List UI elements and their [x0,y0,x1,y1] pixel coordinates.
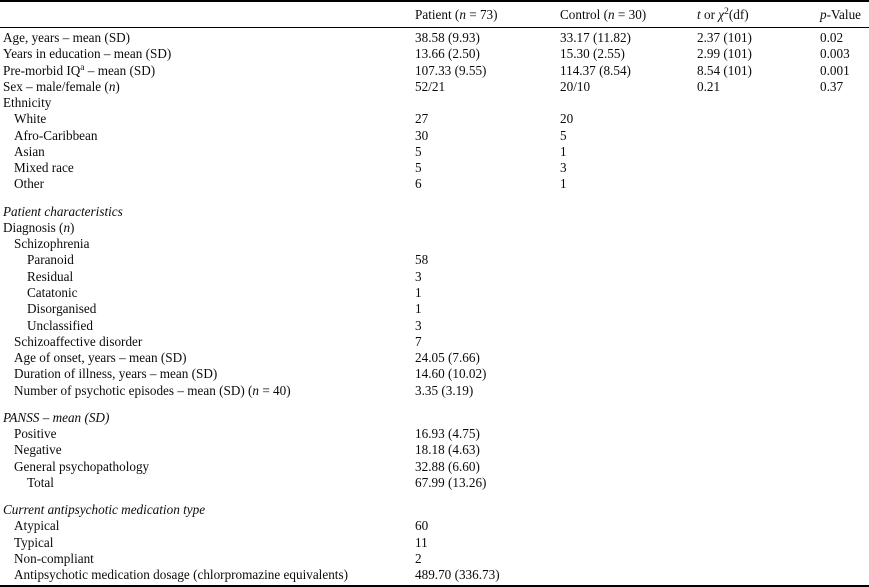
row-label [0,518,415,534]
p-cell [820,551,869,567]
patient-cell: 1 [415,301,422,317]
p-cell [820,475,869,491]
spacer-row [0,399,869,410]
p-cell [820,426,869,442]
patient-cell: 2 [415,550,422,566]
table-row [0,128,869,144]
row-label [0,95,415,111]
control-cell: 5 [560,127,567,143]
text-segment: PANSS – mean (SD) [3,409,110,425]
stat-cell [697,442,820,458]
table-row [0,475,869,491]
patient-cell: 489.70 (336.73) [415,567,500,583]
row-label [0,160,415,176]
text-segment: Typical [14,534,54,550]
patient-cell [415,236,560,252]
patient-cell: 6 [415,176,422,192]
control-cell: 20 [560,111,574,127]
superscript-text: 2 [724,7,729,17]
row-label [0,334,415,350]
text-segment: Afro-Caribbean [14,127,98,143]
patient-cell: 60 [415,518,429,534]
row-label [0,383,415,399]
table-row [0,366,869,382]
superscript-text: a [80,63,85,74]
text-segment: n [459,6,466,22]
row-label [0,350,415,366]
stat-cell [697,383,820,399]
control-cell [560,350,697,366]
text-segment: = 30) [614,6,647,22]
row-label [0,46,415,62]
patient-cell: 16.93 (4.75) [415,426,480,442]
text-segment: Non-compliant [14,550,94,566]
patient-cell: 107.33 (9.55) [415,62,487,78]
patient-cell [415,502,560,518]
table-row [0,176,869,192]
p-cell [820,128,869,144]
stat-cell [697,567,820,583]
table-row [0,46,869,62]
stat-cell [697,301,820,317]
stat-cell [697,252,820,268]
text-segment: Schizoaffective disorder [14,333,143,349]
p-cell: 0.001 [820,62,850,78]
control-cell [560,334,697,350]
p-cell: 0.003 [820,46,850,62]
text-segment: n [63,219,71,235]
patient-cell: 30 [415,127,429,143]
spacer-row [0,491,869,502]
row-label [0,475,415,491]
control-cell [560,502,697,518]
stat-cell [697,518,820,534]
table-body [0,28,869,584]
text-segment: n [108,78,116,94]
row-label [0,535,415,551]
text-segment: Diagnosis ( [3,219,64,235]
row-label [0,301,415,317]
stat-cell: 0.21 [697,78,721,94]
control-cell [560,518,697,534]
control-cell: 3 [560,160,567,176]
text-segment: Pre-morbid IQ [3,62,81,78]
p-cell [820,236,869,252]
row-label [0,111,415,127]
row-label [0,410,415,426]
patient-cell: 18.18 (4.63) [415,442,480,458]
stat-cell: 2.99 (101) [697,46,752,62]
row-label [0,459,415,475]
column-header-control [560,7,697,23]
p-cell [820,366,869,382]
patient-cell: 5 [415,143,422,159]
text-segment: Years in education – mean (SD) [3,46,172,62]
text-segment: = 73) [465,6,498,22]
stat-cell [697,204,820,220]
text-segment: General psychopathology [14,458,150,474]
table-row [0,285,869,301]
patient-cell: 3 [415,317,422,333]
control-cell [560,95,697,111]
text-segment: Mixed race [14,160,74,176]
patient-cell: 67.99 (13.26) [415,474,487,490]
control-cell: 1 [560,143,567,159]
stat-cell [697,426,820,442]
patient-cell: 1 [415,284,422,300]
stat-cell [697,535,820,551]
p-cell [820,350,869,366]
text-segment: Other [14,176,45,192]
row-label [0,285,415,301]
row-label [0,79,415,95]
p-cell [820,567,869,583]
stat-cell [697,144,820,160]
control-cell [560,442,697,458]
row-label [0,204,415,220]
row-label [0,30,415,46]
table-header-row [0,2,869,28]
text-segment: n [252,382,260,398]
table-row [0,518,869,534]
spacer-row [0,193,869,204]
patient-cell [415,95,560,111]
row-label [0,269,415,285]
table-row [0,350,869,366]
control-cell [560,475,697,491]
p-cell [820,318,869,334]
table-row [0,111,869,127]
text-segment: or [700,6,719,22]
p-cell [820,535,869,551]
p-cell: 0.02 [820,30,844,45]
stat-cell [697,128,820,144]
patient-cell: 24.05 (7.66) [415,350,480,366]
stat-cell [697,366,820,382]
p-cell [820,204,869,220]
stat-cell [697,502,820,518]
stat-cell [697,318,820,334]
text-segment: Number of psychotic episodes – mean (SD) ( [14,382,253,398]
stat-cell [697,285,820,301]
patient-cell: 13.66 (2.50) [415,46,480,62]
control-cell [560,410,697,426]
control-cell: 33.17 (11.82) [560,30,631,45]
stat-cell [697,220,820,236]
text-segment: Disorganised [27,301,97,317]
table-row [0,535,869,551]
table-row [0,269,869,285]
table-row [0,410,869,426]
table-row [0,252,869,268]
text-segment: Ethnicity [3,95,52,111]
column-header-stat [697,7,820,23]
control-cell [560,535,697,551]
table-row [0,502,869,518]
table-row [0,79,869,95]
patient-cell: 32.88 (6.60) [415,458,480,474]
control-cell [560,366,697,382]
table-row [0,160,869,176]
text-segment: χ [718,6,725,22]
patient-cell: 11 [415,534,428,550]
row-label [0,442,415,458]
text-segment: Control ( [560,6,608,22]
patient-cell [415,220,560,236]
p-cell [820,160,869,176]
control-cell: 1 [560,176,567,192]
text-segment: Catatonic [27,284,78,300]
control-cell [560,252,697,268]
patient-cell [415,204,560,220]
control-cell [560,551,697,567]
p-cell [820,252,869,268]
control-cell: 20/10 [560,78,591,94]
text-segment: ) [115,78,120,94]
row-label [0,128,415,144]
text-segment: Asian [14,143,45,159]
stat-cell [697,95,820,111]
text-segment: Duration of illness, years – mean (SD) [14,366,218,382]
text-segment: – mean (SD) [84,62,156,78]
patient-cell: 52/21 [415,78,446,94]
table-row [0,63,869,79]
text-segment: Sex – male/female ( [3,78,109,94]
patient-cell [415,410,560,426]
p-cell [820,459,869,475]
table-row [0,442,869,458]
text-segment: Negative [14,442,62,458]
table-row [0,301,869,317]
stat-cell [697,236,820,252]
p-cell [820,334,869,350]
text-segment: -Value [826,6,862,22]
row-label [0,426,415,442]
table-row [0,236,869,252]
p-cell: 0.37 [820,78,844,94]
row-label [0,252,415,268]
patient-cell: 5 [415,160,422,176]
p-cell [820,111,869,127]
text-segment: Unclassified [27,317,93,333]
control-cell [560,204,697,220]
p-cell [820,144,869,160]
stat-cell [697,269,820,285]
control-cell [560,301,697,317]
stat-cell [697,410,820,426]
control-cell [560,459,697,475]
text-segment: n [608,6,615,22]
patient-cell: 14.60 (10.02) [415,366,487,382]
control-cell: 15.30 (2.55) [560,46,625,62]
control-cell: 114.37 (8.54) [560,62,631,78]
text-segment: Age of onset, years – mean (SD) [14,350,187,366]
patient-cell: 7 [415,333,422,349]
table-row [0,144,869,160]
text-segment: Age, years – mean (SD) [3,30,131,45]
control-cell [560,269,697,285]
stat-cell [697,475,820,491]
p-cell [820,502,869,518]
text-segment: Current antipsychotic medication type [3,502,206,518]
table-row [0,567,869,583]
p-cell [820,301,869,317]
control-cell [560,318,697,334]
patient-cell: 27 [415,111,429,127]
stat-cell [697,551,820,567]
text-segment: Schizophrenia [14,236,90,252]
column-header-p [820,7,869,23]
row-label [0,567,415,583]
text-segment: t [697,6,701,22]
table-row [0,334,869,350]
column-header-patient [415,7,560,23]
stat-cell [697,111,820,127]
table-row [0,426,869,442]
control-cell [560,383,697,399]
p-cell [820,285,869,301]
control-cell [560,285,697,301]
text-segment: (df) [728,6,749,22]
text-segment: Atypical [14,518,60,534]
p-cell [820,410,869,426]
row-label [0,176,415,192]
stat-cell [697,459,820,475]
row-label [0,144,415,160]
table-row [0,459,869,475]
table-row [0,318,869,334]
p-cell [820,220,869,236]
stat-cell: 8.54 (101) [697,62,752,78]
stat-cell: 2.37 (101) [697,30,752,45]
table-row [0,551,869,567]
patient-cell: 3 [415,268,422,284]
control-cell [560,236,697,252]
patient-cell: 3.35 (3.19) [415,382,474,398]
control-cell [560,426,697,442]
text-segment: White [14,111,47,127]
row-label [0,366,415,382]
table-row [0,95,869,111]
p-cell [820,442,869,458]
text-segment: = 40) [259,382,291,398]
control-cell [560,220,697,236]
text-segment: Patient characteristics [3,203,123,219]
row-label [0,551,415,567]
stat-cell [697,176,820,192]
stat-cell [697,350,820,366]
text-segment: ) [70,219,75,235]
p-cell [820,95,869,111]
text-segment: Antipsychotic medication dosage (chlorpromazine equivalents) [14,567,348,583]
row-label [0,220,415,236]
row-label [0,318,415,334]
stat-cell [697,160,820,176]
table-row [0,220,869,236]
p-cell [820,518,869,534]
stat-cell [697,334,820,350]
text-segment: p [820,6,827,22]
table-row [0,204,869,220]
text-segment: Patient ( [415,6,460,22]
table-row [0,30,869,46]
text-segment: Residual [27,268,74,284]
text-segment: Paranoid [27,252,74,268]
p-cell [820,269,869,285]
control-cell [560,567,697,583]
patient-cell: 38.58 (9.93) [415,30,480,45]
text-segment: Positive [14,426,57,442]
patient-cell: 58 [415,252,429,268]
row-label [0,502,415,518]
p-cell [820,383,869,399]
p-cell [820,176,869,192]
text-segment: Total [27,474,54,490]
row-label [0,236,415,252]
table-row [0,383,869,399]
